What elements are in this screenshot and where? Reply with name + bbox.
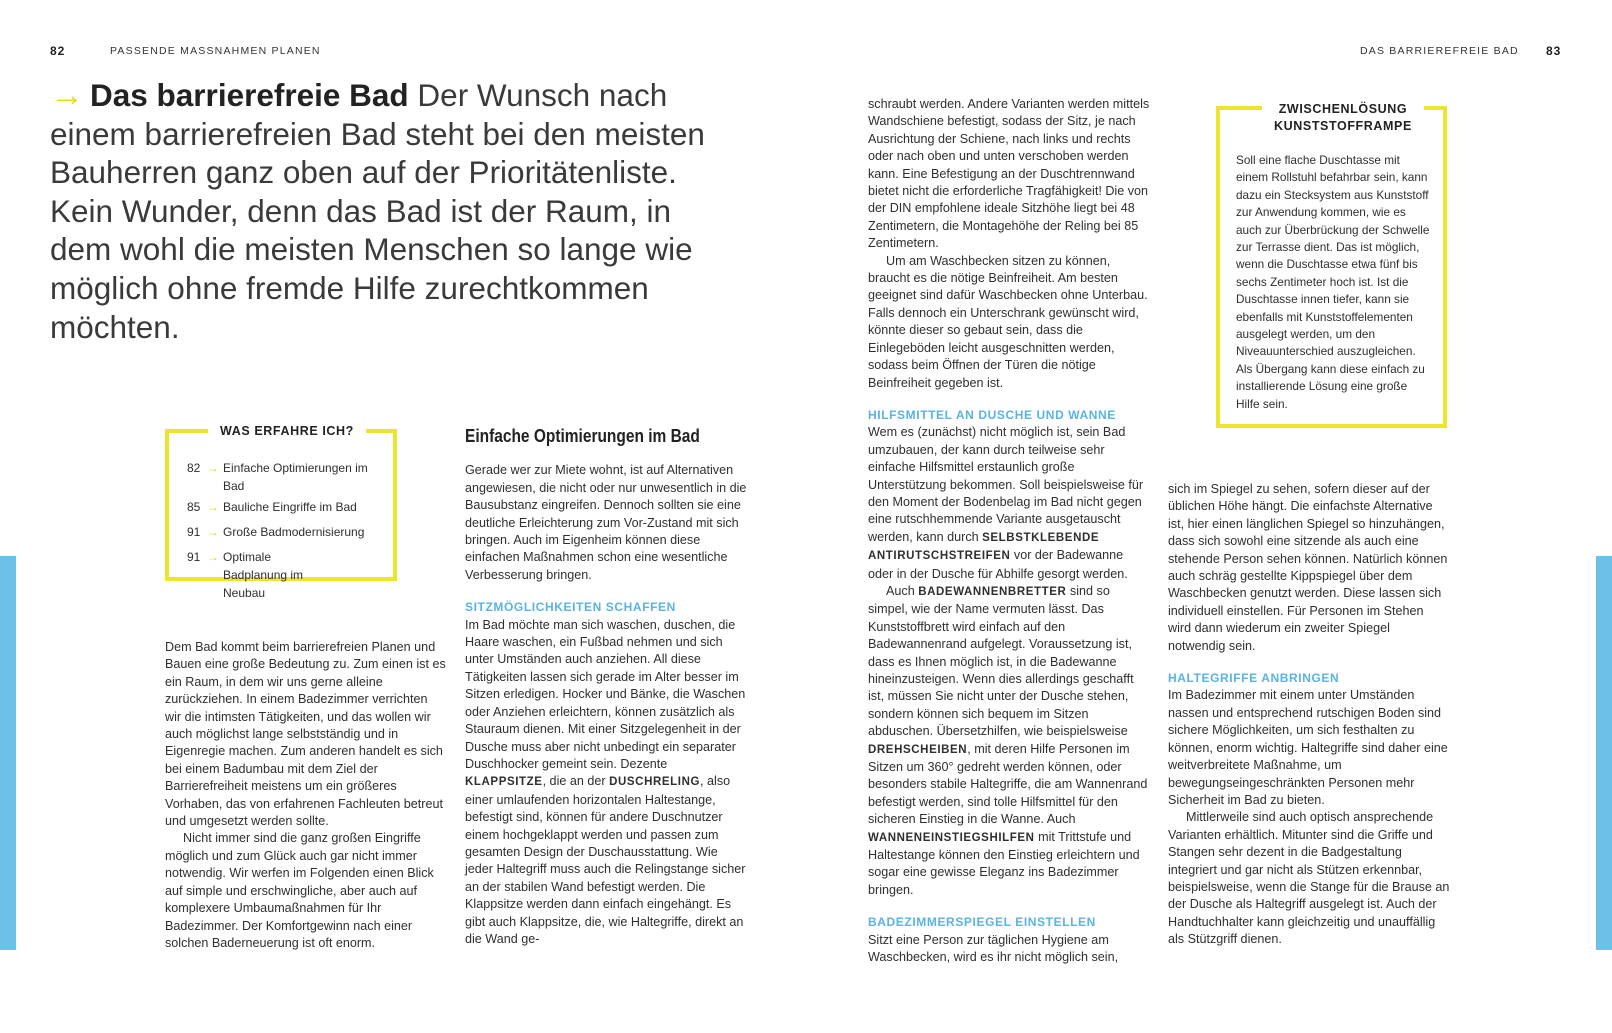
body-paragraph: Gerade wer zur Miete wohnt, ist auf Alternativen angewiesen, die nicht oder nur unwesentlich in die Bausubstanz eingreifen. Dennoch sollten sie eine deutliche Erleichterung zum Vor-Zustand mit sich bringen. Auch im Eigenheim können diese einfachen Maßnahmen schon eine wesentliche Verbesserung bringen. (465, 463, 747, 582)
body-paragraph: Um am Waschbecken sitzen zu können, braucht es die nötige Beinfreiheit. Am besten geeignet sind dafür Waschbecken ohne Unterbau. Falls dennoch ein Unterschrank gewünscht wird, könnte dieser so gebaut sein, dass die Einlegeböden leicht ausgeschnitten werden, sodass beim Öffnen der Türen die nötige Beinfreiheit gegeben ist. (868, 253, 1148, 390)
column-3 (868, 96, 1150, 967)
arrow-right-icon: → (50, 76, 84, 114)
body-paragraph: Wem es (zunächst) nicht möglich ist, sein Bad umzubauen, der kann durch teilweise sehr einfache Hilfsmittel erstaunlich große Unterstützung bekommen. Soll beispielsweise für den Moment der Bodenbelag im Bad nicht gegen eine rutschhemmende Variante ausgetauscht werden, kann durch SELBSTKLEBENDE ANTIRUTSCHSTREIFEN vor der Badewanne oder in der Dusche für Abhilfe gesorgt werden. (868, 425, 1144, 581)
toc-item-page: 82 (187, 461, 201, 475)
arrow-right-icon: → (207, 461, 219, 475)
info-box-title: ZWISCHENLÖSUNG KUNSTSTOFFRAMPE (1262, 101, 1424, 135)
toc-item-page: 85 (187, 500, 201, 514)
toc-item[interactable] (187, 545, 383, 602)
right-page-number: 83 (1546, 44, 1562, 58)
right-section-title: DAS BARRIEREFREIE BAD (1360, 45, 1519, 57)
left-section-title: PASSENDE MASSNAHMEN PLANEN (110, 45, 321, 57)
body-paragraph: Mittlerweile sind auch optisch ansprechende Varianten erhältlich. Mitunter sind die Griffe und Stangen sehr dezent in die Badgestaltung integriert und gar nicht als Stützen erkennbar, beispielsweise, wenn die Stange für die Brause an der Dusche als Haltegriff ausgelegt ist. Auch der Handtuchhalter kann gleichzeitig und unauffällig als Stützgriff dienen. (1168, 810, 1450, 947)
left-page-number: 82 (50, 44, 66, 58)
subheading-mirror: BADEZIMMERSPIEGEL EINSTELLEN (868, 915, 1096, 930)
body-paragraph: schraubt werden. Andere Varianten werden mittels Wandschiene befestigt, sodass der Sitz, je nach Ausrichtung der Schiene, nach links und rechts oder nach oben und unten verschoben werden kann. Eine Befestigung an der Duschtrennwand bietet nicht die erforderliche Tragfähigkeit! Die von der DIN empfohlene ideale Sitzhöhe liegt bei 48 Zentimetern, die Montagehöhe der Reling bei 85 Zentimetern. (868, 97, 1150, 251)
info-box (1216, 102, 1447, 428)
toc-box (165, 424, 397, 600)
body-paragraph: Im Badezimmer mit einem unter Umständen nassen und entsprechend rutschigen Boden sind sichere Möglichkeiten, um sich festhalten zu können, enorm wichtig. Haltegriffe sind daher eine weitverbreitete Maßnahme, um bewegungseingeschränkten Personen mehr Sicherheit im Bad zu bieten. (1168, 688, 1448, 807)
body-paragraph: Auch BADEWANNENBRETTER sind so simpel, wie der Name vermuten lässt. Das Kunststoffbrett wird einfach auf den Badewannenrand aufgelegt. Voraussetzung ist, dass es Ihnen möglich ist, in die Badewanne hineinzusteigen. Wenn dies allerdings geschafft ist, müssen Sie nicht unter der Dusche stehen, sondern können sich bequem im Sitzen abduschen. Übersetzhilfen, wie beispielsweise DREHSCHEIBEN, mit deren Hilfe Personen im Sitzen um 360° gedreht werden können, oder besonders stabile Haltegriffe, die am Wannenrand befestigt werden, sind tolle Hilfsmittel für den sicheren Einstieg in die Wanne. Auch WANNENEINSTIEGSHILFEN mit Trittstufe und Haltestange können den Einstieg erleichtern und sogar eine gewisse Eleganz ins Badezimmer bringen. (868, 583, 1148, 897)
body-paragraph: Im Bad möchte man sich waschen, duschen, die Haare waschen, ein Fußbad nehmen und sich unter Umständen auch anziehen. All diese Tätigkeiten lassen sich gerade im Alter besser im Sitzen erledigen. Hocker und Bänke, die Waschen oder Anziehen erleichtern, können zusätzlich als Stauraum dienen. Mit einer Sitzgelegenheit in der Dusche muss aber nicht unbedingt ein separater Duschhocker gemeint sein. Dezente KLAPPSITZE, die an der DUSCHRELING, also einer umlaufenden horizontalen Haltestange, befestigt sind, können für andere Duschnutzer einem hochgeklappt werden und passen zum gesamten Design der Duschausstattung. Wie jeder Haltegriff muss auch die Relingstange sicher an der stabilen Wand befestigt werden. Die Klappsitze werden dann einfach eingehängt. Es gibt auch Klappsitze, die, wie Haltegriffe, direkt an die Wand ge- (465, 617, 746, 946)
column-4 (1168, 481, 1450, 949)
chapter-intro: Der Wunsch nach einem barrierefreien Bad steht bei den meisten Bauherren ganz oben auf der Prioritätenliste. Kein Wunder, denn das Bad ist der Raum, in dem wohl die meisten Menschen so lange wie möglich ohne fremde Hilfe zurechtkommen möchten. (50, 77, 705, 345)
toc-item-label: Bauliche Eingriffe im Bad (223, 500, 357, 514)
arrow-right-icon: → (207, 500, 219, 514)
toc-box-title: WAS ERFAHRE ICH? (208, 424, 366, 438)
info-box-text: Soll eine flache Duschtasse mit einem Rollstuhl befahrbar sein, kann dazu ein Stecksystem aus Kunststoff zur Anwendung kommen, wie es auch zur Überbrückung der Schwelle zur Terrasse dient. Das ist möglich, wenn die Duschtasse etwa fünf bis sechs Zentimeter hoch ist. Ist die Duschtasse innen tiefer, kann sie ebenfalls mit Kunststoffelementen ausgelegt werden, um den Niveauunterschied auszugleichen. Als Übergang kann diese einfach zu installierende Lösung eine große Hilfe sein. (1236, 153, 1430, 411)
toc-item[interactable] (187, 495, 383, 520)
toc-item-label: Einfache Optimierungen im Bad (223, 461, 368, 493)
toc-item[interactable] (187, 520, 383, 545)
body-paragraph: sich im Spiegel zu sehen, sofern dieser auf der üblichen Höhe hängt. Die einfachste Alternative ist, hier einen länglichen Spiegel so hinzuhängen, dass sich sowohl eine sitzende als auch eine stehende Person sehen können. Natürlich können auch schräg gestellte Kippspiegel über dem Waschbecken genutzt werden. Diese lassen sich individuell einstellen. Für Personen im Stehen wird dann wiederum ein zweiter Spiegel notwendig sein. (1168, 482, 1448, 653)
body-paragraph: Sitzt eine Person zur täglichen Hygiene am Waschbecken, wird es ihr nicht möglich sein, (868, 932, 1119, 965)
subheading-grab-bars: HALTEGRIFFE ANBRINGEN (1168, 671, 1340, 686)
body-paragraph: Dem Bad kommt beim barrierefreien Planen und Bauen eine große Bedeutung zu. Zum einen ist es ein Raum, in dem wir uns gerne alleine zurückziehen. In einem Badezimmer verrichten wir die intimsten Tätigkeiten, und das wollen wir auch möglichst lange selbstständig und in Eigenregie machen. Zum anderen handelt es sich bei einem Badumbau mit dem Ziel der Barrierefreiheit meistens um ein größeres Vorhaben, das von erfahrenen Fachleuten betreut und umgesetzt werden sollte. (165, 640, 446, 829)
toc-item-label: Optimale Badplanung im Neubau (223, 550, 304, 600)
toc-item-page: 91 (187, 525, 201, 539)
toc-item-page: 91 (187, 550, 201, 564)
toc-item[interactable] (187, 456, 383, 495)
chapter-headline (50, 76, 710, 346)
chapter-title: Das barrierefreie Bad (90, 77, 409, 113)
subheading-seating: SITZMÖGLICHKEITEN SCHAFFEN (465, 600, 676, 615)
section-heading: Einfache Optimierungen im Bad (465, 426, 700, 446)
column-1 (165, 639, 447, 952)
toc-item-label: Große Badmodernisierung (223, 525, 365, 539)
column-2 (465, 428, 747, 948)
right-edge-bar (1596, 556, 1612, 950)
toc-list (187, 456, 383, 602)
body-paragraph: Nicht immer sind die ganz großen Eingriffe möglich und zum Glück auch gar nicht immer notwendig. Wir werfen im Folgenden einen Blick auf simple und erschwingliche, aber auch auf komplexere Umbaumaßnahmen für Ihr Badezimmer. Der Komfortgewinn nach einer solchen Baderneuerung ist oft enorm. (165, 831, 434, 950)
subheading-aids: HILFSMITTEL AN DUSCHE UND WANNE (868, 407, 1116, 422)
arrow-right-icon: → (207, 525, 219, 539)
arrow-right-icon: → (207, 550, 219, 564)
left-edge-bar (0, 556, 16, 950)
